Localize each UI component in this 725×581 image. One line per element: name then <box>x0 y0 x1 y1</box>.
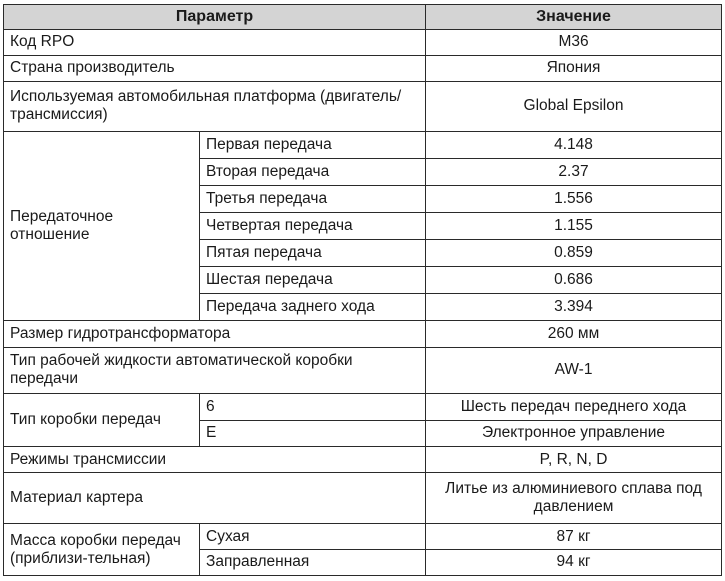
table-row <box>4 321 722 348</box>
row-value-case-material: Литье из алюминиевого сплава под давлением <box>426 473 722 524</box>
table-row <box>4 132 722 159</box>
gearbox-desc-6: Шесть передач переднего хода <box>426 393 722 420</box>
row-label-country: Страна производитель <box>4 55 426 81</box>
row-value-rpo: M36 <box>426 29 722 55</box>
gearbox-desc-e: Электронное управление <box>426 420 722 447</box>
mass-name-filled: Заправленная <box>200 549 426 575</box>
gear-name-4: Четвертая передача <box>200 213 426 240</box>
mass-value-dry: 87 кг <box>426 524 722 550</box>
row-value-fluid: AW-1 <box>426 348 722 393</box>
gear-name-reverse: Передача заднего хода <box>200 294 426 321</box>
row-value-modes: P, R, N, D <box>426 447 722 473</box>
gearbox-code-6: 6 <box>200 393 426 420</box>
row-label-case-material: Материал картера <box>4 473 426 524</box>
row-label-platform: Используемая автомобильная платформа (двигатель/трансмиссия) <box>4 81 426 132</box>
gear-name-3: Третья передача <box>200 186 426 213</box>
gearbox-code-e: E <box>200 420 426 447</box>
table-row <box>4 29 722 55</box>
gear-value-1: 4.148 <box>426 132 722 159</box>
gear-name-1: Первая передача <box>200 132 426 159</box>
gear-name-6: Шестая передача <box>200 267 426 294</box>
row-label-gearbox-type: Тип коробки передач <box>4 393 200 447</box>
row-value-country: Япония <box>426 55 722 81</box>
table-header-row <box>4 5 722 30</box>
row-label-mass: Масса коробки передач (приблизи-тельная) <box>4 524 200 576</box>
header-param: Параметр <box>4 5 426 30</box>
table-row <box>4 447 722 473</box>
gear-value-4: 1.155 <box>426 213 722 240</box>
table-row <box>4 55 722 81</box>
gear-value-6: 0.686 <box>426 267 722 294</box>
gear-value-reverse: 3.394 <box>426 294 722 321</box>
mass-value-filled: 94 кг <box>426 549 722 575</box>
row-value-platform: Global Epsilon <box>426 81 722 132</box>
row-label-fluid: Тип рабочей жидкости автоматической коробки передачи <box>4 348 426 393</box>
row-label-modes: Режимы трансмиссии <box>4 447 426 473</box>
gear-value-2: 2.37 <box>426 159 722 186</box>
gear-value-3: 1.556 <box>426 186 722 213</box>
gear-value-5: 0.859 <box>426 240 722 267</box>
row-label-rpo: Код RPO <box>4 29 426 55</box>
row-value-converter: 260 мм <box>426 321 722 348</box>
mass-name-dry: Сухая <box>200 524 426 550</box>
gear-name-2: Вторая передача <box>200 159 426 186</box>
table-row <box>4 524 722 550</box>
spec-table-container <box>3 4 721 576</box>
row-label-gear-ratio: Передаточное отношение <box>4 132 200 321</box>
table-row <box>4 348 722 393</box>
gear-name-5: Пятая передача <box>200 240 426 267</box>
table-row <box>4 81 722 132</box>
table-row <box>4 393 722 420</box>
row-label-converter: Размер гидротрансформатора <box>4 321 426 348</box>
header-value: Значение <box>426 5 722 30</box>
transmission-spec-table <box>3 4 722 576</box>
table-row <box>4 473 722 524</box>
